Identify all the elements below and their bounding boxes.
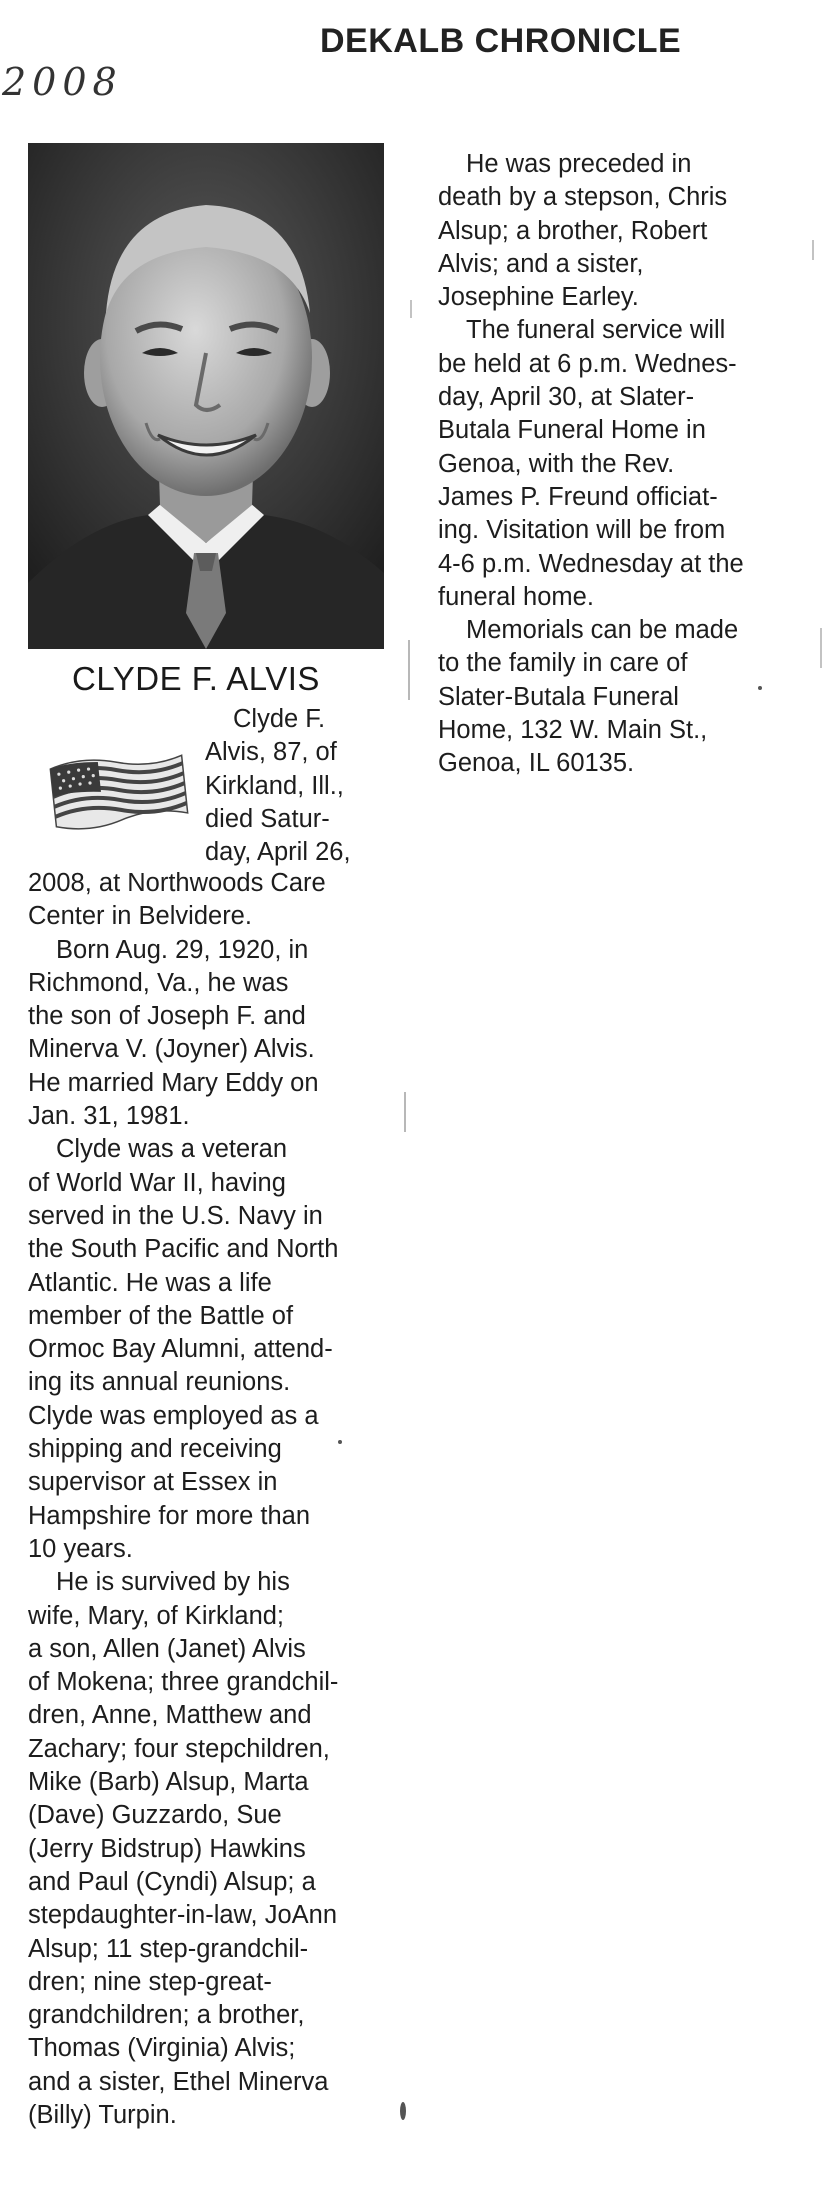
text-line: be held at 6 p.m. Wednes-	[438, 349, 737, 378]
obituary-intro-text	[205, 703, 385, 869]
text-line: Alvis; and a sister,	[438, 249, 644, 278]
text-line: He was preceded in	[466, 150, 692, 178]
text-line: Clyde was a veteran	[56, 1135, 288, 1164]
text-line: Genoa, IL 60135.	[438, 749, 635, 778]
text-line: Jan. 31, 1981.	[28, 1102, 190, 1131]
text-line: the son of Joseph F. and	[28, 1002, 306, 1031]
column-rule	[812, 240, 814, 260]
text-line: stepdaughter-in-law, JoAnn	[28, 1901, 338, 1930]
text-line: The funeral service will	[466, 316, 726, 345]
text-line: member of the Battle of	[28, 1301, 294, 1330]
text-line: and Paul (Cyndi) Alsup; a	[28, 1867, 316, 1896]
text-line: Richmond, Va., he was	[28, 968, 289, 997]
text-line: ing. Visitation will be from	[438, 516, 726, 545]
text-line: Genoa, with the Rev.	[438, 449, 675, 478]
text-line: Memorials can be made	[466, 616, 739, 645]
column-rule	[820, 628, 822, 668]
text-line: dren, Anne, Matthew and	[28, 1701, 312, 1730]
text-line: Home, 132 W. Main St.,	[438, 716, 708, 745]
text-line: supervisor at Essex in	[28, 1468, 278, 1497]
text-line: (Jerry Bidstrup) Hawkins	[28, 1834, 306, 1863]
text-line: Zachary; four stepchildren,	[28, 1734, 330, 1763]
column-rule	[404, 1092, 406, 1132]
text-line: Alsup; a brother, Robert	[438, 216, 708, 245]
scan-speck	[400, 2102, 406, 2120]
text-line: Clyde F.	[233, 705, 326, 733]
text-line: Thomas (Virginia) Alvis;	[28, 2034, 296, 2063]
text-line: shipping and receiving	[28, 1435, 282, 1464]
text-line: a son, Allen (Janet) Alvis	[28, 1634, 306, 1663]
handwritten-year: 2008	[2, 60, 123, 104]
obituary-photo	[28, 143, 384, 649]
text-line: Alsup; 11 step-grandchil-	[28, 1934, 309, 1963]
text-line: Slater-Butala Funeral	[438, 682, 679, 711]
text-line: Born Aug. 29, 1920, in	[56, 935, 309, 964]
text-line: day, April 26,	[205, 838, 351, 867]
text-line: the South Pacific and North	[28, 1235, 339, 1264]
text-line: of World War II, having	[28, 1168, 286, 1197]
scan-speck	[338, 1440, 342, 1444]
text-line: (Dave) Guzzardo, Sue	[28, 1801, 282, 1830]
text-line: He married Mary Eddy on	[28, 1068, 319, 1097]
text-line: to the family in care of	[438, 649, 688, 678]
text-line: Alvis, 87, of	[205, 738, 337, 767]
text-line: 10 years.	[28, 1534, 133, 1563]
obituary-left-column	[28, 867, 384, 2132]
text-line: Ormoc Bay Alumni, attend-	[28, 1335, 333, 1364]
text-line: (Billy) Turpin.	[28, 2100, 177, 2129]
text-line: Hampshire for more than	[28, 1501, 311, 1530]
obituary-right-column	[438, 148, 798, 781]
text-line: funeral home.	[438, 582, 594, 611]
text-line: day, April 30, at Slater-	[438, 383, 695, 412]
text-line: died Satur-	[205, 804, 330, 833]
text-line: grandchildren; a brother,	[28, 2001, 305, 2030]
text-line: death by a stepson, Chris	[438, 183, 728, 212]
obituary-name-heading: CLYDE F. ALVIS	[72, 660, 320, 697]
text-line: of Mokena; three grandchil-	[28, 1668, 339, 1697]
text-line: Minerva V. (Joyner) Alvis.	[28, 1035, 315, 1064]
scan-speck	[758, 686, 762, 690]
text-line: wife, Mary, of Kirkland;	[28, 1601, 285, 1630]
text-line: Mike (Barb) Alsup, Marta	[28, 1768, 309, 1797]
american-flag-icon	[45, 748, 193, 834]
text-line: ing its annual reunions.	[28, 1368, 291, 1397]
newspaper-masthead: DEKALB CHRONICLE	[320, 22, 682, 60]
text-line: dren; nine step-great-	[28, 1967, 272, 1996]
column-rule	[410, 300, 412, 318]
text-line: served in the U.S. Navy in	[28, 1201, 323, 1230]
text-line: Atlantic. He was a life	[28, 1268, 272, 1297]
text-line: 2008, at Northwoods Care	[28, 869, 326, 897]
text-line: Butala Funeral Home in	[438, 416, 706, 445]
column-rule	[408, 640, 410, 700]
text-line: Kirkland, Ill.,	[205, 771, 344, 800]
text-line: He is survived by his	[56, 1568, 290, 1597]
text-line: James P. Freund officiat-	[438, 482, 718, 511]
text-line: Josephine Earley.	[438, 283, 639, 312]
text-line: 4-6 p.m. Wednesday at the	[438, 549, 744, 578]
text-line: Clyde was employed as a	[28, 1401, 319, 1430]
text-line: and a sister, Ethel Minerva	[28, 2067, 329, 2096]
text-line: Center in Belvidere.	[28, 902, 252, 931]
